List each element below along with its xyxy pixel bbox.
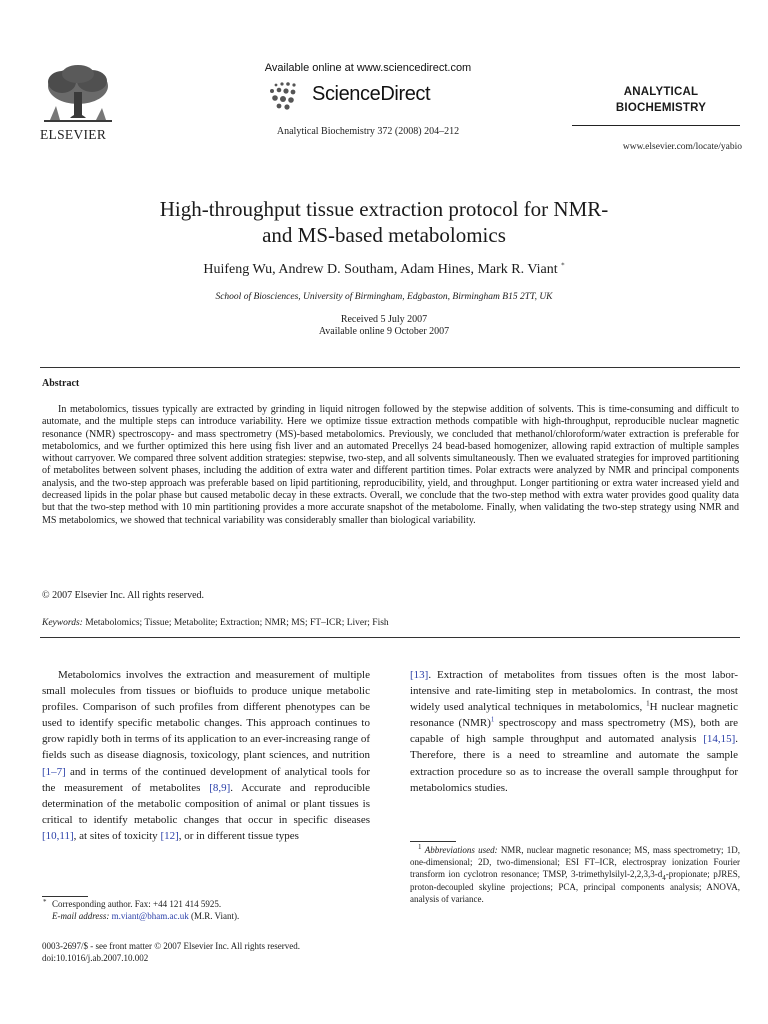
body-text: Metabolomics involves the extraction and measurement of multiple small molecules from tissues or biofluids to produce unique metabolic profiles. Comparison of such profiles from different phenotypes can be used to identify specific metabolic changes. This approach continues to grow rapidly both in terms of its application to an ever-increasing range of fields such as disease diagnosis, toxicology, plant sciences, and nutrition [42,669,370,762]
reference-link[interactable]: [8,9] [209,781,231,794]
article-title-line-1: High-throughput tissue extraction protocol for NMR- [159,197,609,221]
body-right-column [410,667,738,796]
footnote-rule [410,841,456,842]
front-matter-block [42,940,300,964]
body-text: , or in different tissue types [178,829,299,842]
subscript: 4 [662,874,666,883]
abbreviations-footnote [410,844,740,905]
isotope-superscript: 1 [646,699,650,708]
received-date: Received 5 July 2007 [340,314,428,325]
abbreviations-label: Abbreviations used: [424,845,498,855]
journal-url-link[interactable]: www.elsevier.com/locate/yabio [622,142,742,152]
keywords-list: Metabolomics; Tissue; Metabolite; Extraction; NMR; MS; FT–ICR; Liver; Fish [85,618,389,628]
elsevier-tree-logo [40,62,116,128]
reference-link[interactable]: [14,15] [703,733,736,746]
sciencedirect-wordmark: ScienceDirect [312,83,431,105]
corresponding-author-footnote [42,898,372,922]
corresponding-author-text: Corresponding author. Fax: +44 121 414 5925. [52,899,222,909]
abstract-top-rule [40,367,740,368]
abstract-bottom-rule [40,637,740,638]
article-title [64,196,704,248]
body-left-column [42,667,370,844]
doi-line[interactable]: doi:10.1016/j.ab.2007.10.002 [42,953,149,963]
header-divider [572,125,740,126]
email-link[interactable]: m.viant@bham.ac.uk [111,911,189,921]
abstract-text: In metabolomics, tissues typically are extracted by grinding in liquid nitrogen followed by the stepwise addition of solvents. This is time-consuming and difficult to automate, and the multiple steps can introduce variability. Here we optimize tissue extraction methods compatible with high-throughput, reproducible nuclear magnetic resonance (NMR) spectroscopy- and mass spectrometry (MS)-based metabolomics. Previously, we concluded that methanol/chloroform/water extraction is preferable for metabolomics, and we further optimized this here using fish liver and an automated Precellys 24 bead-based homogenizer, allowing rapid extraction of multiple samples without carryover. We compared three solvent addition strategies: stepwise, two-step, and all solvents simultaneously. Then we evaluated strategies for improved partitioning of metabolites between solvent phases, including the addition of extra water and different partition times. Polar extracts were analyzed by NMR and principal components analysis, and the two-step approach was preferable based on lipid partitioning, reproducibility, yield, and throughput. Longer partitioning or extra water increased yield and decreased lipids in the polar phase but caused metabolic decay in these extracts. Overall, we conclude that the two-step method with extra water provides good quality data but that the two-step method with 10 min partitioning provides a more accurate snapshot of the metabolome. Finally, when validating the two-step strategy using NMR and MS metabolomics, we showed that technical variability was considerably smaller than biological variability. [42,404,739,526]
journal-name-line-2: BIOCHEMISTRY [615,102,707,114]
body-text: and in terms of the continued development of analytical tools for the measurement of metabolites [42,765,370,794]
footnote-rule [42,896,88,897]
abbreviations-text: NMR, nuclear magnetic resonance; MS, mass spectrometry; 1D, one-dimensional; 2D, two-dimensional; ESI FT–ICR, electrospray ionization Fourier transform ion cyclotron resonance; TMSP, 3-trimethylsilyl-2,2,3,3-d [410,845,741,880]
email-label: E-mail address: [52,911,110,921]
sciencedirect-dots-icon [266,80,310,110]
body-text: . Therefore, there is a need to streamline and automate the sample extraction procedure so as to increase the overall sample throughput for metabolomics studies. [410,733,739,794]
journal-name [596,84,726,116]
reference-link[interactable]: [1–7] [42,765,66,778]
front-matter-line: 0003-2697/$ - see front matter © 2007 Elsevier Inc. All rights reserved. [42,941,301,951]
journal-name-line-1: ANALYTICAL [623,86,699,98]
abstract-heading: Abstract [42,378,80,389]
journal-citation: Analytical Biochemistry 372 (2008) 204–212 [276,126,460,137]
email-owner: (M.R. Viant). [190,911,240,921]
corresponding-author-mark[interactable]: * [561,261,565,270]
author-names: Huifeng Wu, Andrew D. Southam, Adam Hines, Mark R. Viant [203,262,558,277]
sciencedirect-logo [266,80,466,110]
article-title-line-2: and MS-based metabolomics [262,223,506,247]
keywords-label: Keywords: [42,618,83,628]
corresponding-author-line [42,898,372,910]
available-date: Available online 9 October 2007 [318,326,450,337]
footnote-mark: 1 [418,843,422,851]
footnote-mark: * [43,898,47,906]
footnote-link[interactable]: 1 [490,715,495,724]
abbreviations-text: -propionate; pJRES, proton-decoupled skyline projections; PCA, principal components analysis; ANOVA, analysis of variance. [410,869,741,904]
body-text: spectroscopy and mass spectrometry (MS), both are capable of high sample throughput and automated analysis [410,717,738,746]
publisher-name: ELSEVIER [40,127,107,142]
reference-link[interactable]: [12] [160,829,179,842]
email-line [42,910,372,922]
keywords-line [42,618,389,628]
abstract-copyright: © 2007 Elsevier Inc. All rights reserved. [42,590,205,601]
available-online-line: Available online at www.sciencedirect.com [264,62,472,74]
body-text: H nuclear magnetic resonance (NMR) [410,701,738,730]
body-text: , at sites of toxicity [73,829,158,842]
body-text: . Accurate and reproducible determination of the metabolic composition of animal or plant tissues is critical to identify metabolic changes that occur in specific diseases [42,781,371,826]
reference-link[interactable]: [13] [410,669,429,681]
body-text: . Extraction of metabolites from tissues often is the most labor-intensive and rate-limiting step in metabolomics. In contrast, the most widely used analytical techniques in metabolomics, [410,669,738,714]
reference-link[interactable]: [10,11] [42,829,74,842]
author-list [64,262,704,278]
author-affiliation: School of Biosciences, University of Birmingham, Edgbaston, Birmingham B15 2TT, UK [215,292,553,302]
